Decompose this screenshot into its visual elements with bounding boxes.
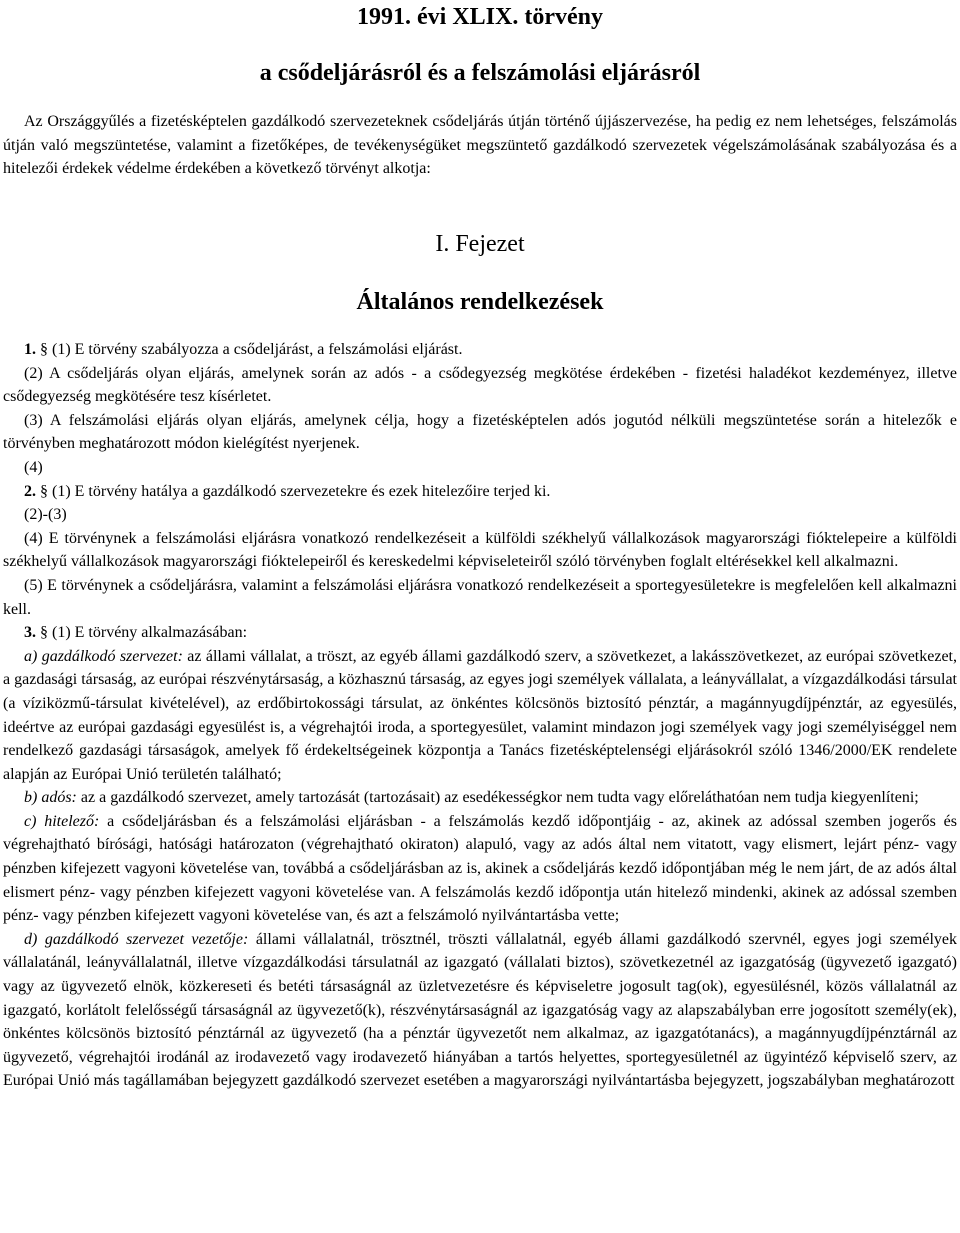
defined-term: a) gazdálkodó szervezet: [24, 647, 183, 665]
section-sign: § [36, 341, 48, 358]
section-2-para-5: (5) E törvénynek a csődeljárásra, valamint a felszámolási eljárásra vonatkozó rendelkezéseit a sportegyesületekre is megfelelően kell alkalmazni kell. [3, 576, 957, 618]
section-1-para-2: (2) A csődeljárás olyan eljárás, amelynek során az adós - a csődegyezség megkötése érdekében - fizetési haladékot kezdeményez, illetve csődegyezség megkötésére tesz kísérletet. [3, 364, 957, 406]
definition-text: állami vállalatnál, trösztnél, tröszti vállalatnál, egyéb állami gazdálkodó szervnél, egyes jogi személyek vállalatánál, leányvállalatnál, illetve vízgazdálkodási társulatnál az igazgató (vállalati biztos), szövetkezetnél az igazgatóság (ügyvezető igazgató) vagy az ügyvezető elnök, közkereseti és betéti társaságnál az üzletvezetésre és képviseletre jogosult tag(ok), egyesülésnél, közös vállalatnál az igazgató, korlátolt felelősségű társaságnál az ügyvezető(k), részvénytársaságnál az igazgatóság vagy az alapszabályban erre jogosított személy(ek), önkéntes kölcsönös biztosító pénztárnál az ügyvezető (ha a pénztár ügyvezetőt nem alkalmaz, az igazgatótanács), a magánnyugdíjpénztárnál az ügyvezető, végrehajtói irodánál az irodavezető vagy irodavezető hiányában a tartós helyettes, sportegyesületnél az ügyintéző képviselő szerv, az Európai Unió más tagállamában bejegyzett gazdálkodó szervezet esetében a magyarországi nyilvántartásba bejegyzett, jogszabályban meghatározott [3, 930, 958, 1090]
section-1-para-3: (3) A felszámolási eljárás olyan eljárás, amelynek célja, hogy a fizetésképtelen adós jogutód nélküli megszüntetése során a hitelezők e törvényben meghatározott módon kielégítést nyerjenek. [3, 411, 957, 453]
definition-text: a csődeljárásban és a felszámolási eljárásban - a felszámolás kezdő időpontjáig - az, akinek az adóssal szemben jogerős és végrehajtható bírósági, hatósági határozaton (végrehajtható okiraton) alapuló, vagy az adós által nem vitatott, vagy elismert, lejárt pénz- vagy pénzben kifejezett vagyoni követelése van, továbbá a csődeljárásban az is, akinek a csődeljárás kezdő időpontjában még le nem járt, de az adós által elismert pénz- vagy pénzben kifejezett vagyoni követelése van. A felszámolás kezdő időpontja után hitelező mindenki, akinek az adóssal szemben pénz- vagy pénzben kifejezett vagyoni követelése van, és azt a felszámoló nyilvántartásba vette; [3, 812, 957, 925]
sections [3, 338, 957, 1093]
definition-text: az állami vállalat, a tröszt, az egyéb állami gazdálkodó szerv, a szövetkezet, a lakásszövetkezet, az európai szövetkezet, a gazdasági társaság, az európai részvénytársaság, a közhasznú társaság, az egyes jogi személyek vállalata, a leányvállalat, a vízgazdálkodási társulat (a víziközmű-társulat kivételével), az erdőbirtokossági társulat, az önkéntes kölcsönös biztosító pénztár, a magánnyugdíjpénztár, az egyesülés, ideértve az európai gazdasági egyesülést is, a végrehajtói iroda, a sportegyesület, valamint mindazon jogi személyek vagy jogi személyiséggel nem rendelkező gazdasági társaságok, amelyek fő érdekeltségeinek központja a Tanács fizetésképtelenségi eljárásokról szóló 1346/2000/EK rendelete alapján az Európai Unió területén található; [3, 647, 958, 783]
paragraph-text: (1) E törvény alkalmazásában: [48, 624, 248, 642]
definition-c [3, 810, 957, 928]
defined-term: b) adós: [24, 789, 77, 807]
definition-a [3, 645, 957, 787]
law-title: 1991. évi XLIX. törvény [357, 4, 603, 30]
chapter-number: I. Fejezet [435, 231, 525, 257]
section-3-para-1 [3, 621, 957, 645]
paragraph-text: (1) E törvény hatálya a gazdálkodó szervezetekre és ezek hitelezőire terjed ki. [48, 482, 551, 500]
section-sign: § [36, 624, 48, 642]
law-subtitle: a csődeljárásról és a felszámolási eljárásról [259, 60, 701, 86]
chapter-title: Általános rendelkezések [356, 289, 604, 315]
section-number: 1. [24, 341, 36, 358]
definition-d [3, 928, 957, 1093]
section-2-para-4: (4) E törvénynek a felszámolási eljárásra vonatkozó rendelkezéseit a külföldi székhelyű vállalkozások magyarországi fióktelepeire a külföldi székhelyű vállalkozások magyarországi fióktelepeiről és kereskedelmi képviseleteiről szóló törvényben foglalt eltérésekkel kell alkalmazni. [3, 529, 957, 571]
section-number: 3. [24, 624, 36, 642]
section-sign: § [36, 482, 48, 500]
defined-term: c) hitelező: [24, 812, 100, 830]
section-1-para-4: (4) [24, 458, 43, 476]
preamble: Az Országgyűlés a fizetésképtelen gazdálkodó szervezeteknek csődeljárás útján történő újjászervezése, ha pedig ez nem lehetséges, felszámolás útján való megszüntetése, valamint a fizetőképes, de tevékenységüket megszüntető gazdálkodó szervezetek végelszámolásának szabályozása és a hitelezői érdekek védelme érdekében a következő törvényt alkotja: [3, 113, 957, 178]
section-2-para-2: (2)-(3) [24, 506, 67, 524]
definition-text: az a gazdálkodó szervezet, amely tartozását (tartozásait) az esedékességkor nem tudta vagy előreláthatóan nem tudja kiegyenlíteni; [76, 789, 919, 807]
section-number: 2. [24, 482, 36, 500]
paragraph-text: (1) E törvény szabályozza a csődeljárást, a felszámolási eljárást. [48, 341, 463, 358]
section-1-para-1 [3, 338, 957, 362]
section-2-para-1 [3, 480, 957, 504]
defined-term: d) gazdálkodó szervezet vezetője: [24, 930, 249, 948]
definition-b [3, 786, 957, 810]
